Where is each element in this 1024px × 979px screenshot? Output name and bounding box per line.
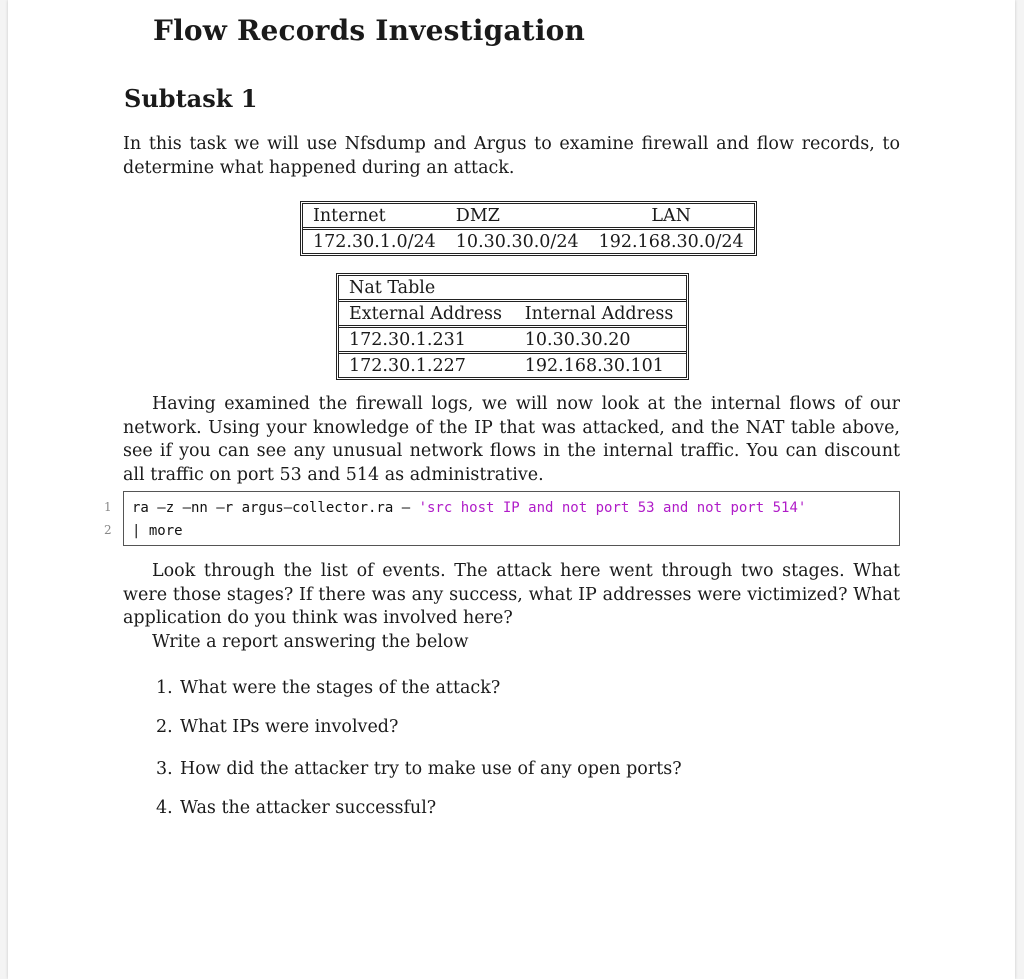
instructions-paragraph: Having examined the firewall logs, we will now look at the internal flows of our network. Using your knowledge of the IP that was attacked, and the NAT table above, see if you can see any unusual network flows in the internal traffic. You can discount all traffic on port 53 and 514 as administrative. <box>123 394 900 485</box>
code-line-1 <box>132 500 806 516</box>
page-title: Flow Records Investigation <box>153 14 586 47</box>
list-item-number: 2. <box>156 717 173 737</box>
table-row <box>339 276 686 299</box>
list-item-text: What were the stages of the attack? <box>180 678 501 698</box>
table-cell: 10.30.30.20 <box>515 325 686 351</box>
table-row <box>303 227 754 253</box>
table-header-cell: Internet <box>313 206 386 226</box>
code-line-number: 2 <box>104 523 112 537</box>
list-item-text: How did the attacker try to make use of any open ports? <box>180 759 682 779</box>
list-item <box>156 758 682 780</box>
code-command: ra –z –nn –r argus–collector.ra – <box>132 500 419 516</box>
table-row <box>339 299 686 325</box>
table-row <box>303 204 754 227</box>
table-cell: 10.30.30.0/24 <box>446 227 589 253</box>
code-line-number: 1 <box>104 500 112 514</box>
network-table <box>300 201 757 256</box>
code-line-2: | more <box>132 523 183 539</box>
table-header-cell: LAN <box>651 206 691 226</box>
intro-paragraph: In this task we will use Nfsdump and Argus to examine firewall and flow records, to determine what happened during an attack. <box>123 134 900 178</box>
list-item-number: 1. <box>156 678 173 698</box>
table-row <box>339 351 686 377</box>
table-title-cell: Nat Table <box>349 278 436 298</box>
list-item <box>156 677 500 699</box>
nat-table <box>336 273 689 380</box>
list-item-number: 3. <box>156 759 173 779</box>
table-cell: 172.30.1.0/24 <box>303 227 446 253</box>
table-cell: 192.168.30.101 <box>515 351 686 377</box>
code-string-literal: 'src host IP and not port 53 and not port 514' <box>418 500 807 516</box>
table-header-cell: DMZ <box>455 206 500 226</box>
document-page <box>8 0 1015 979</box>
events-paragraph: Look through the list of events. The attack here went through two stages. What were those stages? If there was any success, what IP addresses were victimized? What application do you think was involved here? <box>123 561 900 628</box>
list-item-text: Was the attacker successful? <box>180 798 437 818</box>
section-heading: Subtask 1 <box>124 84 258 113</box>
table-cell: 192.168.30.0/24 <box>589 227 754 253</box>
list-item <box>156 797 436 819</box>
list-item-number: 4. <box>156 798 173 818</box>
table-row <box>339 325 686 351</box>
list-item-text: What IPs were involved? <box>180 717 399 737</box>
table-header-cell: External Address <box>339 299 515 325</box>
table-cell: 172.30.1.227 <box>339 351 515 377</box>
table-header-cell: Internal Address <box>515 299 686 325</box>
code-listing <box>123 491 900 546</box>
report-instruction: Write a report answering the below <box>152 632 469 652</box>
list-item <box>156 716 398 738</box>
table-cell: 172.30.1.231 <box>339 325 515 351</box>
